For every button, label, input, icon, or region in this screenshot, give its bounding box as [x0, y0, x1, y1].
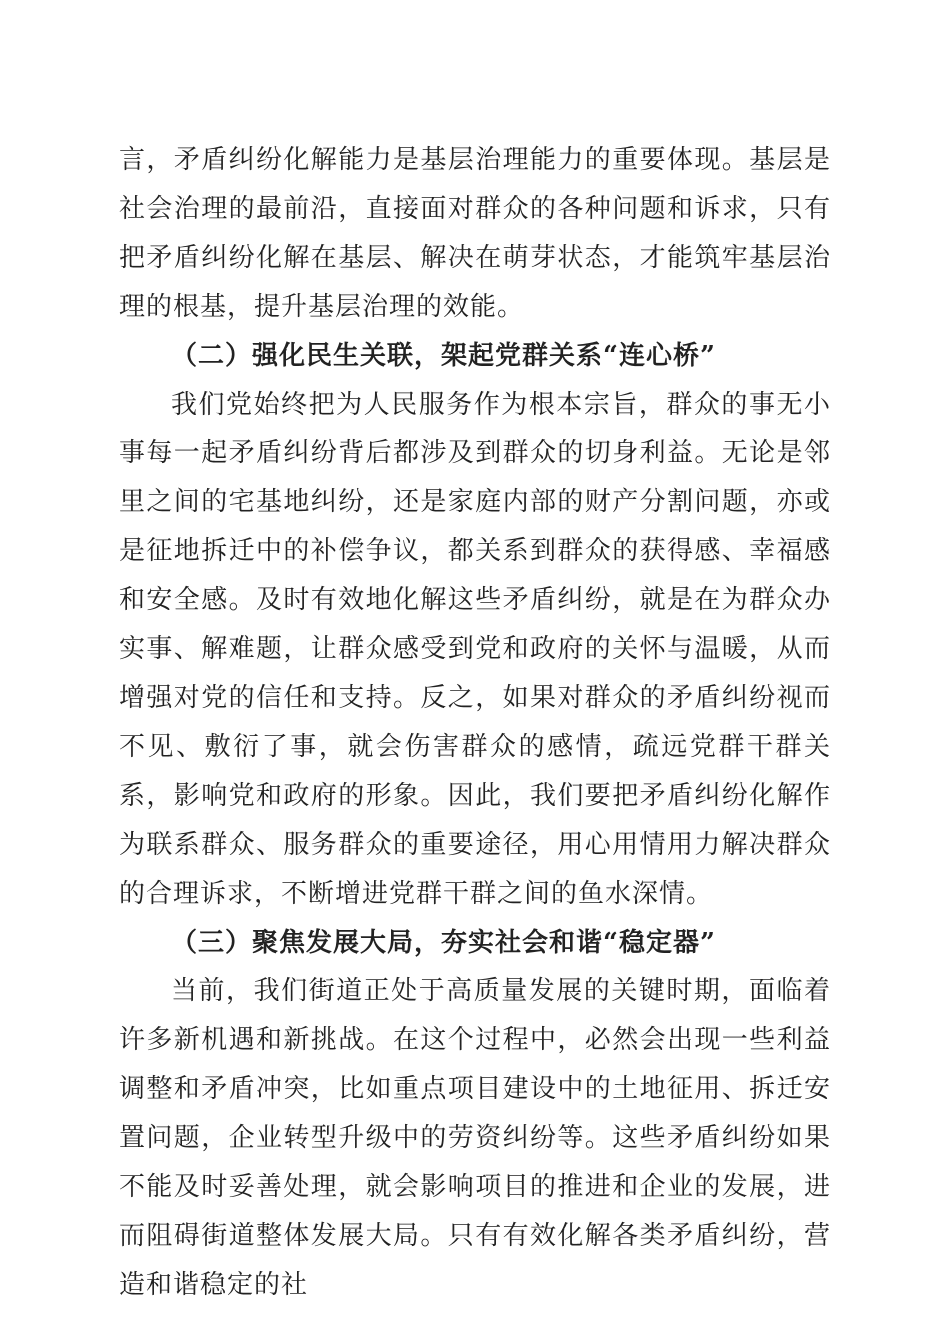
section-heading-3: （三）聚焦发展大局，夯实社会和谐“稳定器”	[171, 927, 716, 958]
paragraph-continued: 言，矛盾纠纷化解能力是基层治理能力的重要体现。基层是社会治理的最前沿，直接面对群众的各种问题和诉求，只有把矛盾纠纷化解在基层、解决在萌芽状态，才能筑牢基层治理的根基，提升基层治理的效能。	[119, 145, 831, 322]
paragraph-development: 当前，我们街道正处于高质量发展的关键时期，面临着许多新机遇和新挑战。在这个过程中，必然会出现一些利益调整和矛盾冲突，比如重点项目建设中的土地征用、拆迁安置问题，企业转型升级中的劳资纠纷等。这些矛盾纠纷如果不能及时妥善处理，就会影响项目的推进和企业的发展，进而阻碍街道整体发展大局。只有有效化解各类矛盾纠纷，营造和谐稳定的社	[119, 976, 831, 1300]
paragraph-party-masses: 我们党始终把为人民服务作为根本宗旨，群众的事无小事每一起矛盾纠纷背后都涉及到群众的切身利益。无论是邻里之间的宅基地纠纷，还是家庭内部的财产分割问题，亦或是征地拆迁中的补偿争议，都关系到群众的获得感、幸福感和安全感。及时有效地化解这些矛盾纠纷，就是在为群众办实事、解难题，让群众感受到党和政府的关怀与温暖，从而增强对党的信任和支持。反之，如果对群众的矛盾纠纷视而不见、敷衍了事，就会伤害群众的感情，疏远党群干群关系，影响党和政府的形象。因此，我们要把矛盾纠纷化解作为联系群众、服务群众的重要途径，用心用情用力解决群众的合理诉求，不断增进党群干群之间的鱼水深情。	[119, 389, 831, 909]
section-heading-2: （二）强化民生关联，架起党群关系“连心桥”	[171, 340, 716, 371]
document-body	[119, 136, 831, 1310]
